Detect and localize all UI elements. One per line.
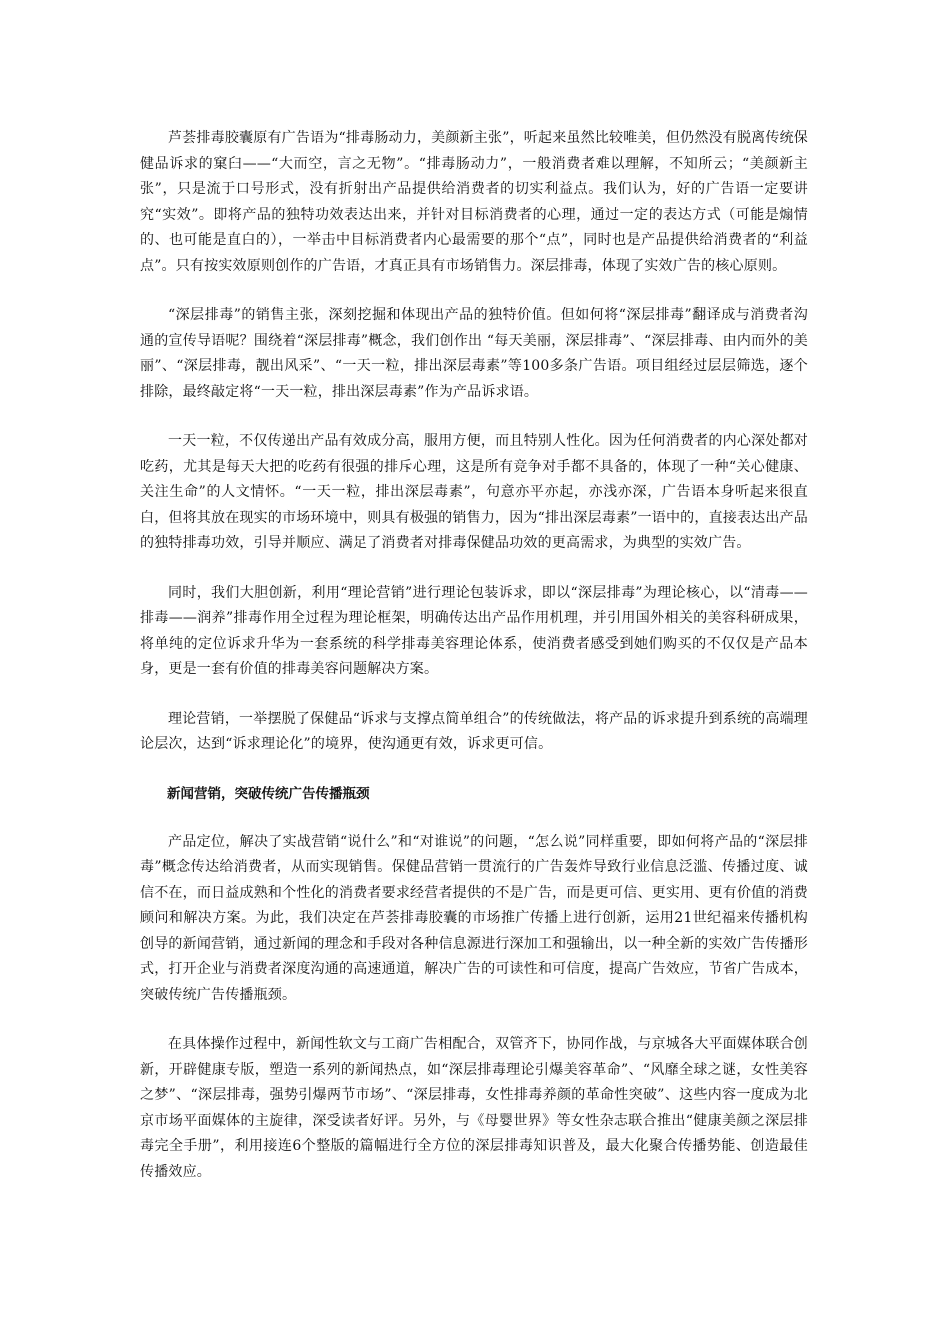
paragraph-7: 在具体操作过程中，新闻性软文与工商广告相配合，双管齐下，协同作战，与京城各大平面媒体联合创新，开辟健康专版，塑造一系列的新闻热点，如“深层排毒理论引爆美容革命”、“风靡全球之谜，女性美容之梦”、“深层排毒，强势引爆两节市场”、“深层排毒，女性排毒养颜的革命性突破”、这些内容一度成为北京市场平面媒体的主旋律，深受读者好评。另外，与《母婴世界》等女性杂志联合推出“健康美颜之深层排毒完全手册”，利用接连6个整版的篇幅进行全方位的深层排毒知识普及，最大化聚合传播势能、创造最佳传播效应。	[140, 1036, 808, 1180]
paragraph-gap	[140, 279, 808, 303]
document-body	[140, 126, 808, 1185]
paragraph-6: 产品定位，解决了实战营销“说什么”和“对谁说”的问题，“怎么说”同样重要，即如何将产品的“深层排毒”概念传达给消费者，从而实现销售。保健品营销一贯流行的广告轰炸导致行业信息泛滥、传播过度、诚信不在，而日益成熟和个性化的消费者要求经营者提供的不是广告，而是更可信、更实用、更有价值的消费顾问和解决方案。为此，我们决定在芦荟排毒胶囊的市场推广传播上进行创新，运用21世纪福来传播机构创导的新闻营销，通过新闻的理念和手段对各种信息源进行深加工和强输出，以一种全新的实效广告传播形式，打开企业与消费者深度沟通的高速通道，解决广告的可读性和可信度，提高广告效应，节省广告成本，突破传统广告传播瓶颈。	[140, 833, 808, 1003]
paragraph-1: 芦荟排毒胶囊原有广告语为“排毒肠动力，美颜新主张”，听起来虽然比较唯美，但仍然没有脱离传统保健品诉求的窠臼——“大而空，言之无物”。“排毒肠动力”，一般消费者难以理解，不知所云；“美颜新主张”，只是流于口号形式，没有折射出产品提供给消费者的切实利益点。我们认为，好的广告语一定要讲究“实效”。即将产品的独特功效表达出来，并针对目标消费者的心理，通过一定的表达方式（可能是煽情的、也可能是直白的），一举击中目标消费者内心最需要的那个“点”，同时也是产品提供给消费者的“利益点”。只有按实效原则创作的广告语，才真正具有市场销售力。深层排毒，体现了实效广告的核心原则。	[140, 130, 808, 274]
paragraph-gap	[140, 405, 808, 429]
paragraph-5: 理论营销，一举摆脱了保健品“诉求与支撑点简单组合”的传统做法，将产品的诉求提升到系统的高端理论层次，达到“诉求理论化”的境界，使沟通更有效，诉求更可信。	[140, 710, 808, 752]
paragraph-4: 同时，我们大胆创新，利用“理论营销”进行理论包装诉求，即以“深层排毒”为理论核心，以“清毒——排毒——润养”排毒作用全过程为理论框架，明确传达出产品作用机理，并引用国外相关的美容科研成果，将单纯的定位诉求升华为一套系统的科学排毒美容理论体系，使消费者感受到她们购买的不仅仅是产品本身，更是一套有价值的排毒美容问题解决方案。	[140, 584, 808, 677]
paragraph-gap	[140, 683, 808, 707]
paragraph-gap	[140, 758, 808, 782]
section-heading: 新闻营销，突破传统广告传播瓶颈	[167, 785, 370, 802]
paragraph-gap	[140, 557, 808, 581]
paragraph-gap	[140, 806, 808, 830]
paragraph-3: 一天一粒，不仅传递出产品有效成分高，服用方便，而且特别人性化。因为任何消费者的内心深处都对吃药，尤其是每天大把的吃药有很强的排斥心理，这是所有竞争对手都不具备的，体现了一种“关心健康、关注生命”的人文情怀。“一天一粒，排出深层毒素”，句意亦平亦起，亦浅亦深，广告语本身听起来很直白，但将其放在现实的市场环境中，则具有极强的销售力，因为“排出深层毒素”一语中的，直接表达出产品的独特排毒功效，引导并顺应、满足了消费者对排毒保健品功效的更高需求，为典型的实效广告。	[140, 433, 808, 551]
paragraph-gap	[140, 1008, 808, 1032]
paragraph-2: “深层排毒”的销售主张，深刻挖掘和体现出产品的独特价值。但如何将“深层排毒”翻译成与消费者沟通的宣传导语呢？围绕着“深层排毒”概念，我们创作出 “每天美丽，深层排毒”、“深层排毒、由内而外的美丽”、“深层排毒，靓出风采”、“一天一粒，排出深层毒素”等100多条广告语。项目组经过层层筛选，逐个排除，最终敲定将“一天一粒，排出深层毒素”作为产品诉求语。	[140, 307, 808, 400]
